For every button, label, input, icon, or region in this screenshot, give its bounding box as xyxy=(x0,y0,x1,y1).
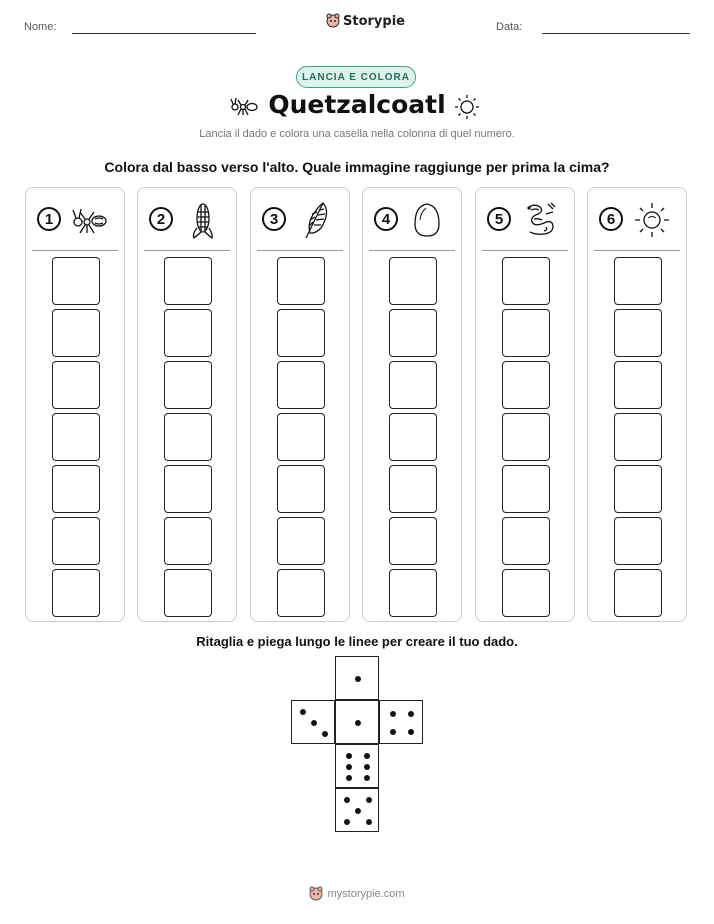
sun-icon xyxy=(454,94,480,120)
dice-pip xyxy=(344,819,350,825)
color-box[interactable] xyxy=(164,413,212,461)
column-header xyxy=(363,188,461,250)
storypie-mascot-icon xyxy=(309,886,323,902)
storypie-mascot-icon xyxy=(326,13,340,29)
color-box[interactable] xyxy=(614,517,662,565)
color-box[interactable] xyxy=(277,413,325,461)
dice-pip xyxy=(408,711,414,717)
activity-badge: LANCIA E COLORA xyxy=(296,66,416,88)
dice-pip xyxy=(355,808,361,814)
column-number: 3 xyxy=(262,207,286,231)
column-6 xyxy=(587,187,687,622)
column-number: 2 xyxy=(149,207,173,231)
column-divider xyxy=(482,250,568,251)
color-box[interactable] xyxy=(614,569,662,617)
color-box[interactable] xyxy=(389,309,437,357)
footer-url: mystorypie.com xyxy=(327,888,405,900)
dice-pip xyxy=(300,709,306,715)
color-box[interactable] xyxy=(277,465,325,513)
color-box[interactable] xyxy=(502,465,550,513)
column-1 xyxy=(25,187,125,622)
dice-pip xyxy=(322,731,328,737)
color-box[interactable] xyxy=(52,361,100,409)
serpent-icon xyxy=(520,200,560,240)
egg-icon xyxy=(407,200,447,240)
color-box[interactable] xyxy=(164,257,212,305)
color-box[interactable] xyxy=(389,257,437,305)
dice-pip xyxy=(366,797,372,803)
column-header xyxy=(251,188,349,250)
color-box[interactable] xyxy=(389,465,437,513)
footer xyxy=(0,886,714,902)
dice-pip xyxy=(364,764,370,770)
dice-face-3 xyxy=(291,700,335,744)
dice-face-5 xyxy=(335,788,379,832)
dice-pip xyxy=(408,729,414,735)
color-box[interactable] xyxy=(52,517,100,565)
subtitle: Lancia il dado e colora una casella nella colonna di quel numero. xyxy=(199,128,515,140)
color-box[interactable] xyxy=(52,257,100,305)
corn-icon xyxy=(182,200,222,240)
column-5 xyxy=(475,187,575,622)
date-label: Data: xyxy=(496,21,523,33)
color-box[interactable] xyxy=(502,257,550,305)
column-divider xyxy=(594,250,680,251)
color-box[interactable] xyxy=(277,309,325,357)
dice-pip xyxy=(364,775,370,781)
ant-icon xyxy=(70,200,110,240)
name-line[interactable] xyxy=(72,33,256,34)
color-box[interactable] xyxy=(502,361,550,409)
dice-pip xyxy=(346,753,352,759)
feather-icon xyxy=(295,200,335,240)
brand-name: Storypie xyxy=(343,13,405,29)
color-box[interactable] xyxy=(502,413,550,461)
column-4 xyxy=(362,187,462,622)
column-header xyxy=(26,188,124,250)
color-box[interactable] xyxy=(502,569,550,617)
color-box[interactable] xyxy=(52,569,100,617)
dice-pip xyxy=(366,819,372,825)
dice-pip xyxy=(355,676,361,682)
instruction: Colora dal basso verso l'alto. Quale immagine raggiunge per prima la cima? xyxy=(104,159,610,175)
sun-icon xyxy=(632,200,672,240)
column-number: 6 xyxy=(599,207,623,231)
column-number: 5 xyxy=(487,207,511,231)
column-divider xyxy=(257,250,343,251)
color-box[interactable] xyxy=(164,309,212,357)
dice-face-1-center xyxy=(335,700,379,744)
color-box[interactable] xyxy=(164,517,212,565)
column-divider xyxy=(144,250,230,251)
column-divider xyxy=(369,250,455,251)
date-line[interactable] xyxy=(542,33,690,34)
color-box[interactable] xyxy=(614,257,662,305)
color-box[interactable] xyxy=(614,413,662,461)
color-box[interactable] xyxy=(389,413,437,461)
color-box[interactable] xyxy=(52,413,100,461)
color-box[interactable] xyxy=(502,309,550,357)
color-box[interactable] xyxy=(52,465,100,513)
color-box[interactable] xyxy=(164,569,212,617)
page-title: Quetzalcoatl xyxy=(268,90,446,119)
dice-pip xyxy=(344,797,350,803)
dice-pip xyxy=(364,753,370,759)
dice-pip xyxy=(390,711,396,717)
color-box[interactable] xyxy=(164,361,212,409)
dice-pip xyxy=(346,775,352,781)
dice-face-6 xyxy=(335,744,379,788)
column-3 xyxy=(250,187,350,622)
column-number: 4 xyxy=(374,207,398,231)
color-box[interactable] xyxy=(277,257,325,305)
color-box[interactable] xyxy=(277,361,325,409)
color-box[interactable] xyxy=(389,517,437,565)
dice-pip xyxy=(355,720,361,726)
dice-pip xyxy=(346,764,352,770)
name-label: Nome: xyxy=(24,21,57,33)
column-header xyxy=(476,188,574,250)
dice-pip xyxy=(311,720,317,726)
column-2 xyxy=(137,187,237,622)
color-box[interactable] xyxy=(164,465,212,513)
color-box[interactable] xyxy=(389,361,437,409)
color-box[interactable] xyxy=(277,517,325,565)
cut-instruction: Ritaglia e piega lungo le linee per creare il tuo dado. xyxy=(196,634,518,649)
color-box[interactable] xyxy=(277,569,325,617)
column-number: 1 xyxy=(37,207,61,231)
brand-logo xyxy=(326,13,405,29)
color-box[interactable] xyxy=(614,309,662,357)
color-box[interactable] xyxy=(52,309,100,357)
column-divider xyxy=(32,250,118,251)
column-header xyxy=(588,188,686,250)
color-box[interactable] xyxy=(502,517,550,565)
color-box[interactable] xyxy=(389,569,437,617)
dice-face-4 xyxy=(379,700,423,744)
dice-face-1 xyxy=(335,656,379,700)
column-header xyxy=(138,188,236,250)
color-box[interactable] xyxy=(614,361,662,409)
dice-pip xyxy=(390,729,396,735)
color-box[interactable] xyxy=(614,465,662,513)
